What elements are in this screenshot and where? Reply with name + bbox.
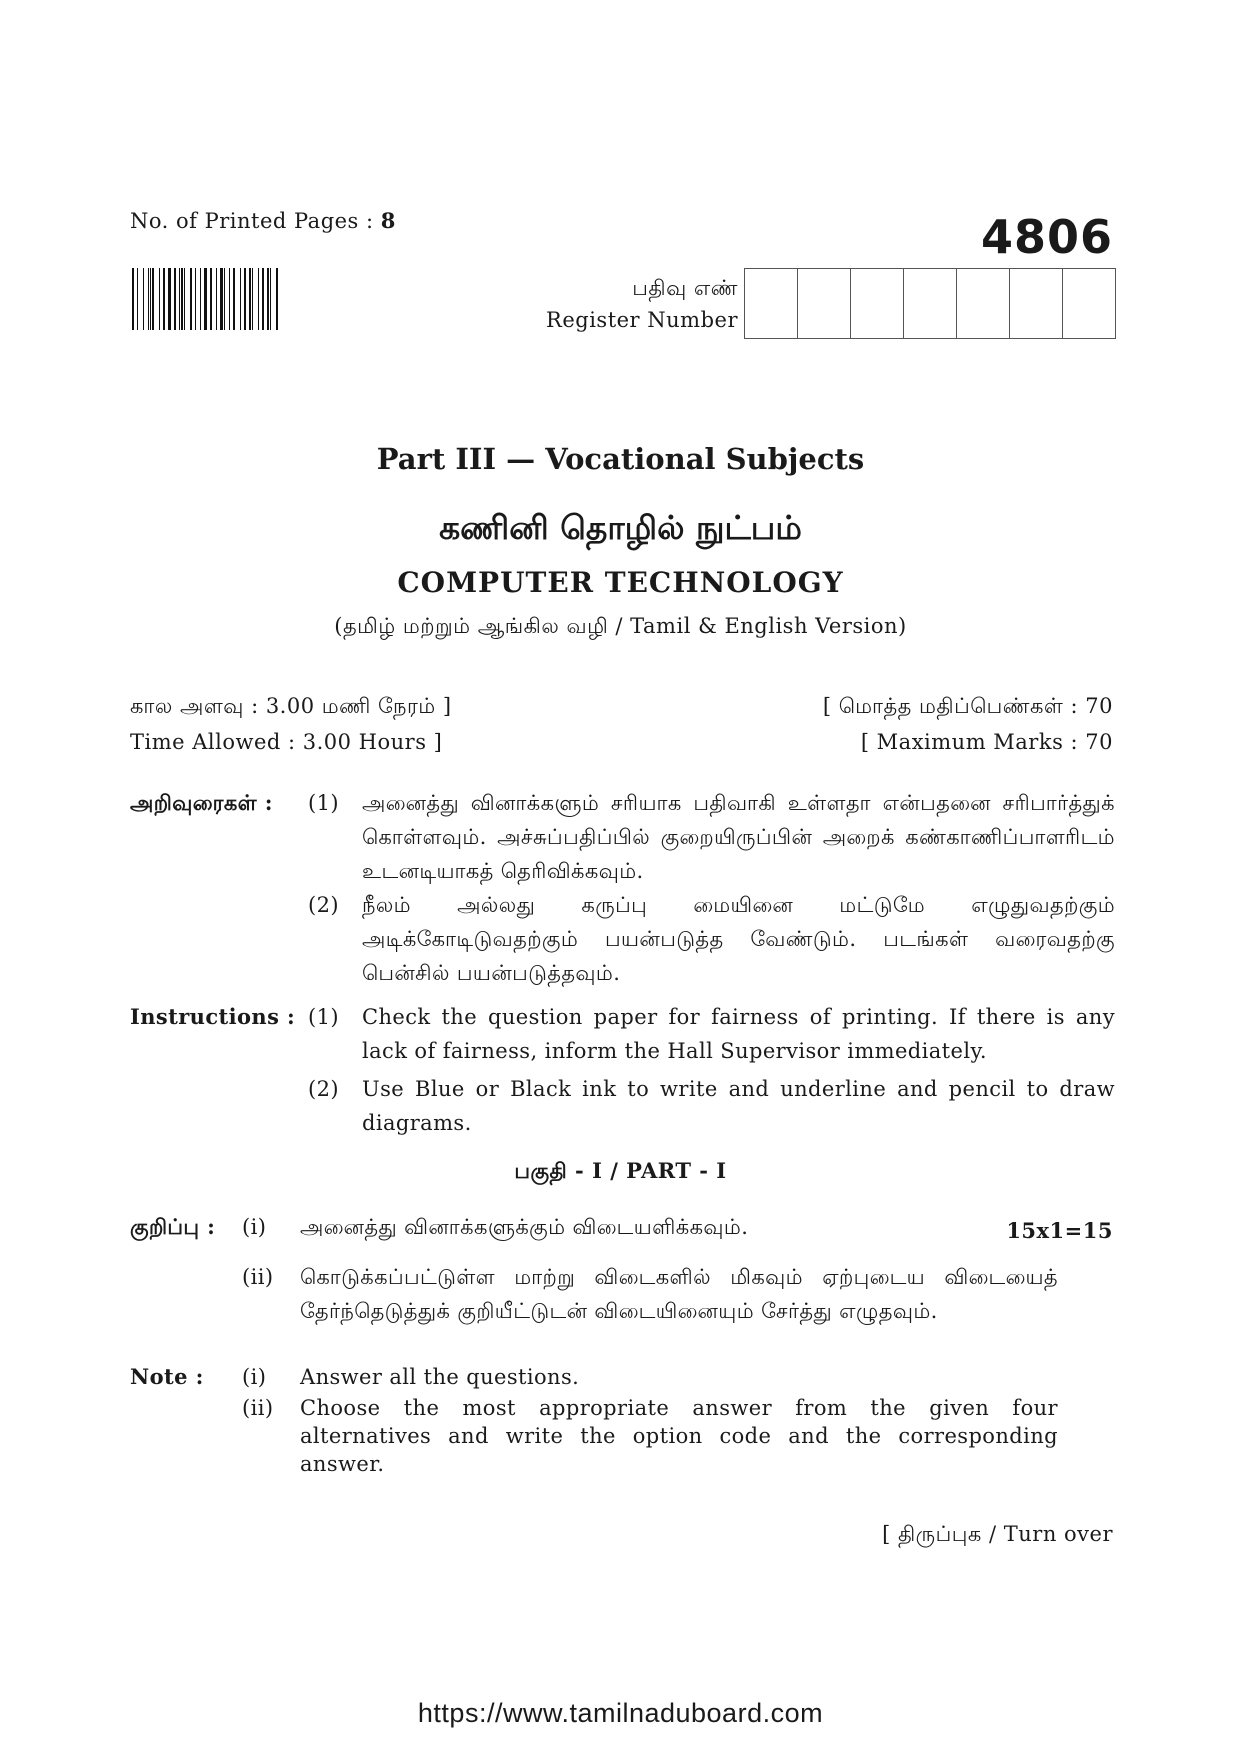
part-title: Part III — Vocational Subjects [376, 442, 865, 476]
register-number-label [520, 272, 738, 336]
maximum-marks [823, 688, 1113, 760]
subject-title-tamil: கணினி தொழில் நுட்பம் [439, 508, 802, 547]
register-digit-box[interactable] [1063, 269, 1115, 338]
barcode-bar [150, 268, 151, 330]
printed-pages [130, 208, 396, 233]
english-instructions-label: Instructions : [130, 1004, 296, 1029]
barcode-bar [244, 268, 246, 330]
barcode-bar [132, 268, 134, 330]
register-digit-box[interactable] [1010, 269, 1063, 338]
marks-tamil: [ மொத்த மதிப்பெண்கள் : 70 [822, 694, 1113, 718]
barcode-bar [195, 268, 196, 330]
tamil-instruction-1: அறிவுரைகள் : (1) அனைத்து வினாக்களும் சரியாக பதிவாகி உள்ளதா என்பதனை சரிபார்த்துக் கொள்ளவும். அச்சுப்பதிப்பில் குறையிருப்பின் அறைக் கண்காணிப்பாளரிடம் உடனடியாகத் தெரிவிக்கவும். [130, 786, 1115, 888]
barcode-bar [233, 268, 235, 330]
barcode-bar [168, 268, 171, 330]
tamil-note-2: (ii) கொடுக்கப்பட்டுள்ள மாற்று விடைகளில் மிகவும் ஏற்புடைய விடையைத் தேர்ந்தெடுத்துக் குறியீட்டுடன் விடையினையும் சேர்த்து எழுதவும். [242, 1265, 1058, 1323]
english-instruction-1: Instructions : (1) Check the question paper for fairness of printing. If there is any lack of fairness, inform the Hall Supervisor immediately. [130, 1000, 1115, 1068]
barcode-icon [132, 268, 344, 330]
barcode-bar [262, 268, 264, 330]
barcode-bar [152, 268, 154, 330]
marks-formula: 15x1=15 [1006, 1218, 1113, 1243]
english-note-label: Note : [130, 1364, 204, 1389]
barcode-bar [249, 268, 251, 330]
subject-title-english: COMPUTER TECHNOLOGY [397, 566, 844, 599]
tamil-note-1: குறிப்பு : (i) அனைத்து வினாக்களுக்கும் விடையளிக்கவும். [130, 1210, 960, 1244]
barcode-bar [200, 268, 201, 330]
english-instruction-2: (2) Use Blue or Black ink to write and underline and pencil to draw diagrams. [308, 1077, 1115, 1135]
marks-english: [ Maximum Marks : 70 [860, 730, 1113, 754]
barcode-bar [190, 268, 192, 330]
section-heading: பகுதி - I / PART - I [514, 1158, 727, 1183]
barcode-bar [224, 268, 225, 330]
register-label-english: Register Number [546, 308, 738, 332]
barcode-bar [210, 268, 212, 330]
tamil-instructions-label: அறிவுரைகள் : [130, 790, 273, 815]
register-digit-box[interactable] [957, 269, 1010, 338]
barcode-bar [240, 268, 241, 330]
footer-url-link[interactable]: https://www.tamilnaduboard.com [417, 1698, 824, 1728]
time-allowed [130, 688, 452, 760]
printed-pages-value: 8 [380, 208, 396, 233]
barcode-bar [181, 268, 183, 330]
english-note-2: (ii) Choose the most appropriate answer from the given four alternatives and write the option code and the corresponding answer. [242, 1396, 1058, 1476]
turn-over-note: [ திருப்புக / Turn over [882, 1522, 1113, 1546]
barcode-bar [174, 268, 176, 330]
register-label-tamil: பதிவு எண் [632, 276, 738, 300]
barcode-bar [184, 268, 185, 330]
barcode-bar [159, 268, 160, 330]
barcode-bar [267, 268, 269, 330]
barcode-bar [270, 268, 271, 330]
barcode-bar [220, 268, 223, 330]
barcode-bar [229, 268, 230, 330]
barcode-bar [137, 268, 138, 330]
time-tamil: கால அளவு : 3.00 மணி நேரம் ] [130, 694, 452, 718]
version-line: (தமிழ் மற்றும் ஆங்கில வழி / Tamil & English Version) [334, 614, 907, 638]
register-digit-box[interactable] [798, 269, 851, 338]
english-note-1: Note : (i) Answer all the questions. [130, 1360, 1058, 1394]
barcode-bar [163, 268, 165, 330]
printed-pages-label: No. of Printed Pages : [130, 209, 374, 233]
barcode-bar [179, 268, 180, 330]
paper-code: 4806 [980, 210, 1113, 264]
tamil-instruction-2: (2) நீலம் அல்லது கருப்பு மையினை மட்டுமே எழுதுவதற்கும் அடிக்கோடிடுவதற்கும் பயன்படுத்த வேண்டும். படங்கள் வரைவதற்கு பென்சில் பயன்படுத்தவும். [308, 893, 1115, 985]
tamil-note-label: குறிப்பு : [130, 1214, 216, 1239]
barcode-bar [204, 268, 207, 330]
register-number-boxes[interactable] [744, 268, 1116, 339]
register-digit-box[interactable] [851, 269, 904, 338]
barcode-bar [252, 268, 253, 330]
barcode-bar [143, 268, 144, 330]
barcode-bar [148, 268, 149, 330]
barcode-bar [276, 268, 278, 330]
barcode-bar [258, 268, 259, 330]
time-english: Time Allowed : 3.00 Hours ] [130, 730, 443, 754]
register-digit-box[interactable] [745, 269, 798, 338]
barcode-bar [216, 268, 217, 330]
register-digit-box[interactable] [904, 269, 957, 338]
